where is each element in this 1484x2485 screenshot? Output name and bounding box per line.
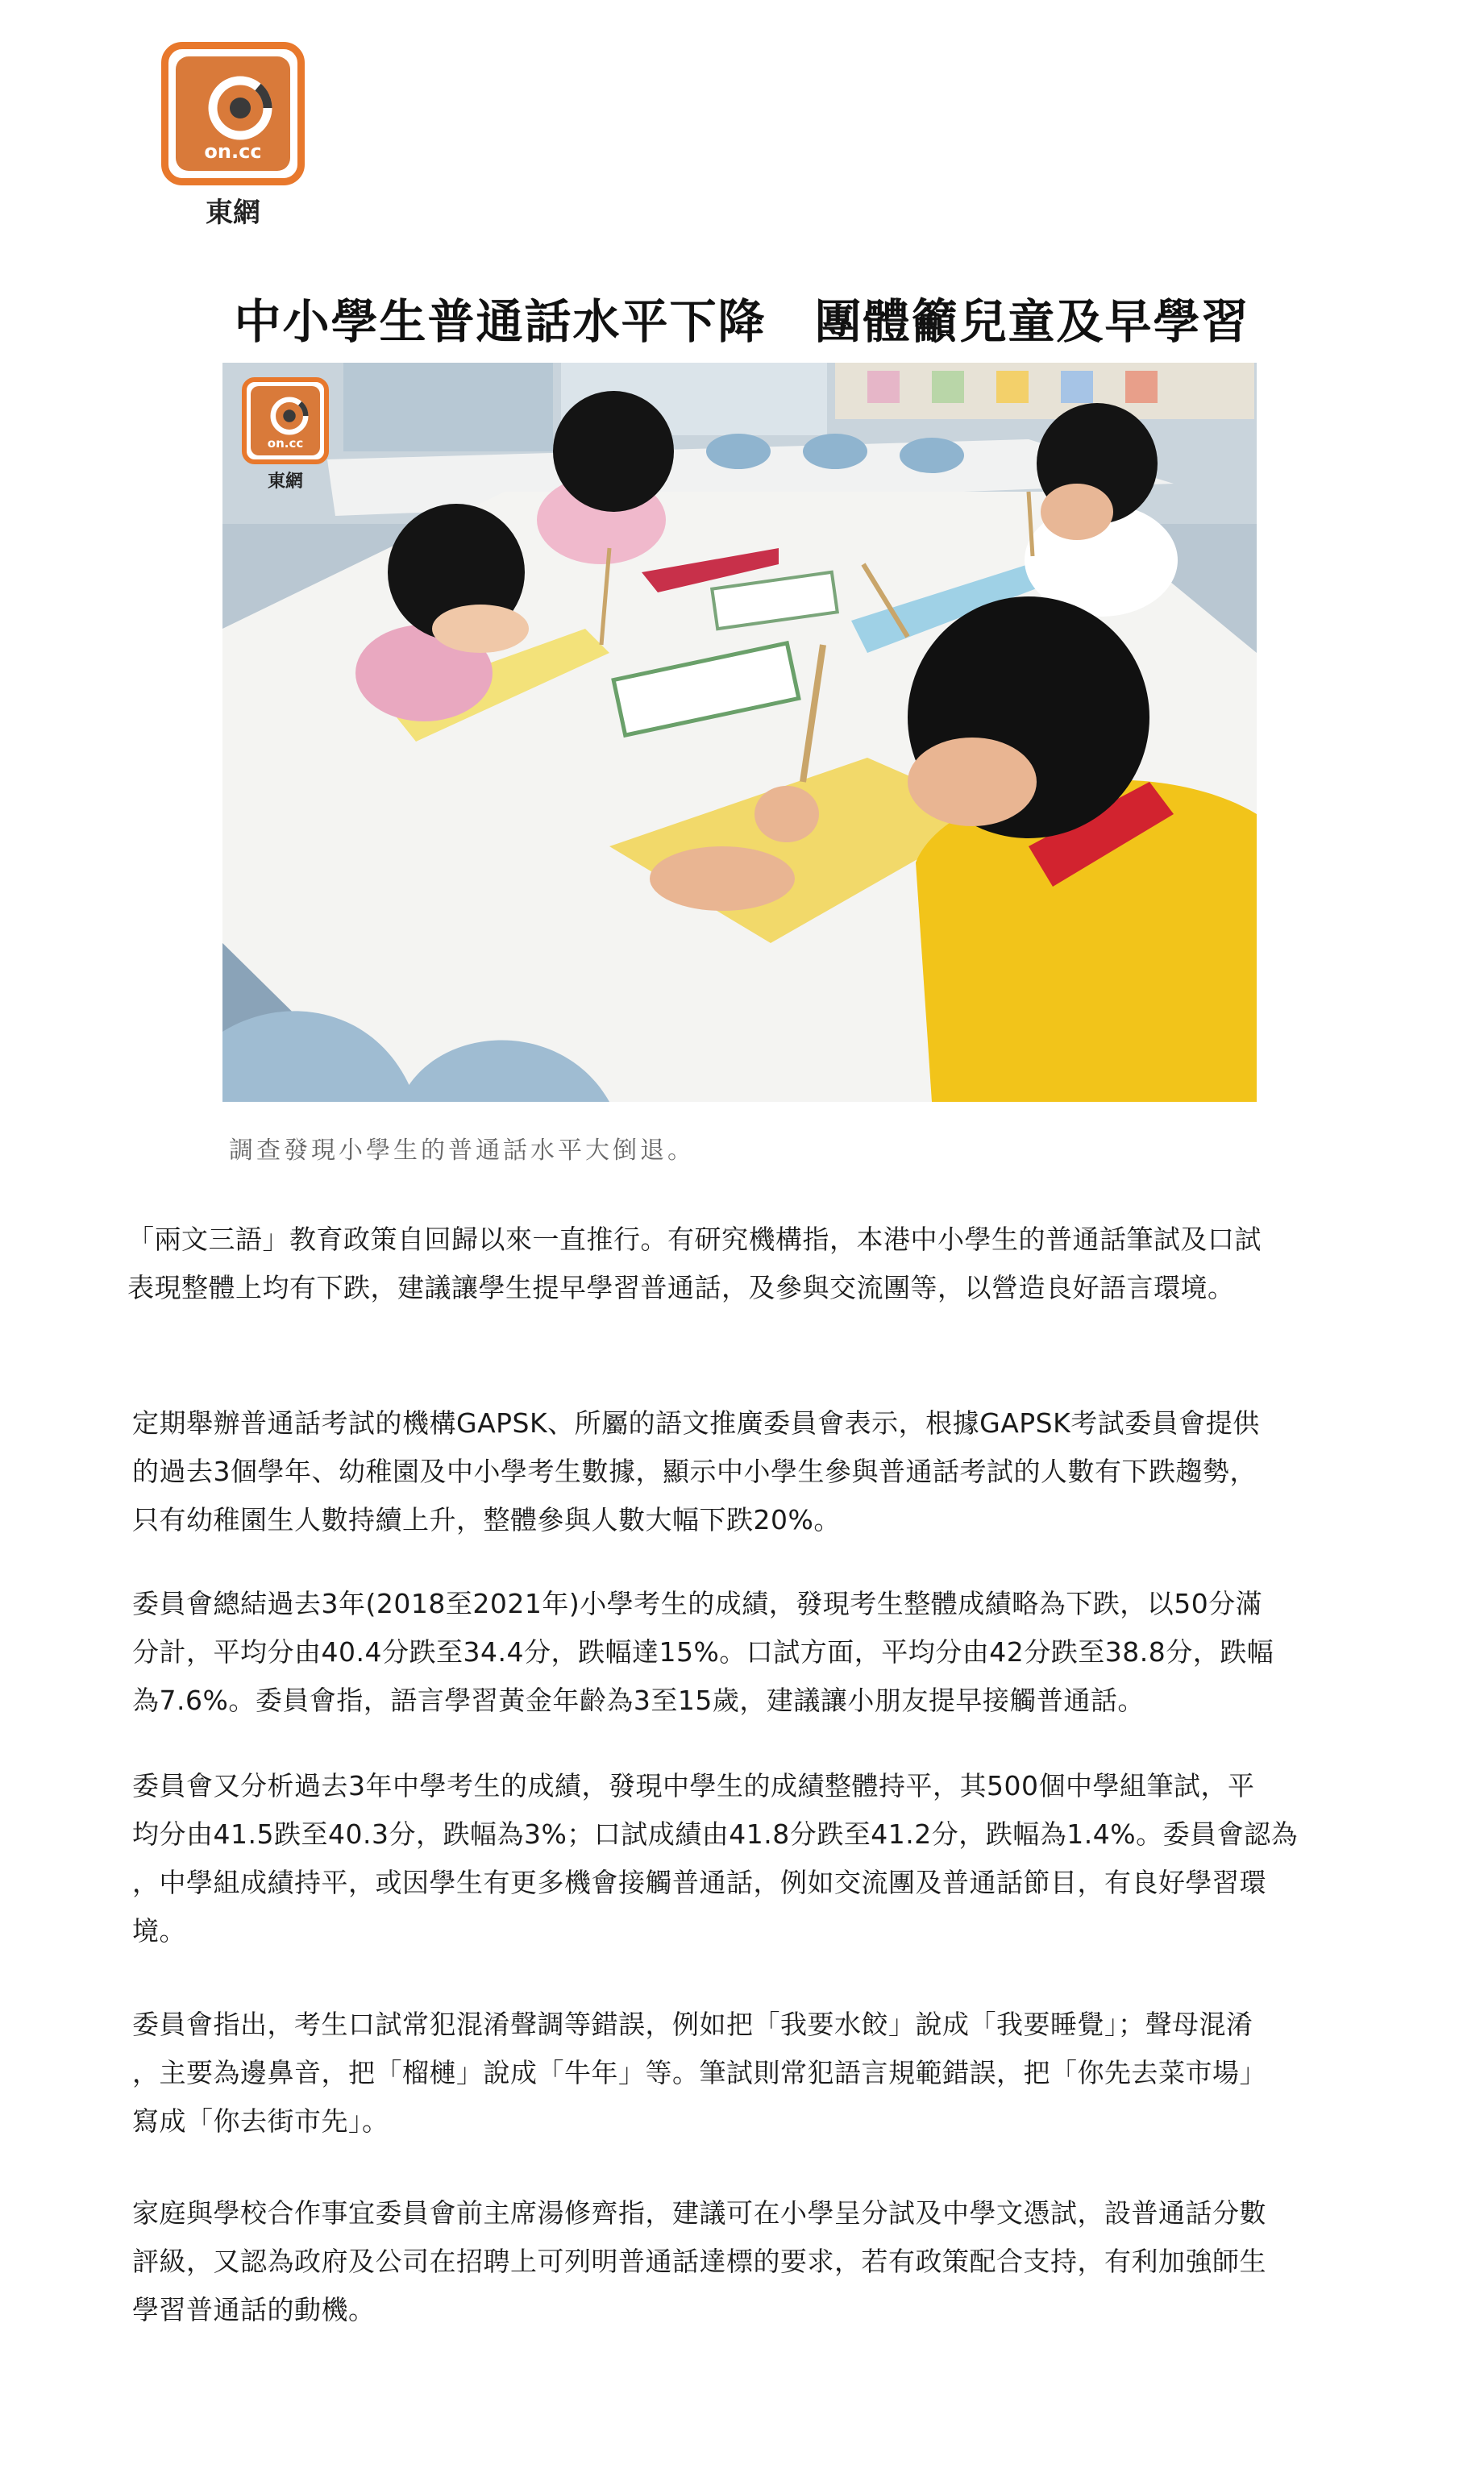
article-paragraph: 定期舉辦普通話考試的機構GAPSK、所屬的語文推廣委員會表示，根據GAPSK考試委員會提供 的過去3個學年、幼稚園及中小學考生數據，顯示中小學生參與普通話考試的人數有下跌趨勢， 只有幼稚園生人數持續上升，整體參與人數大幅下跌20%。 [132, 1407, 1260, 1535]
photo-logo-background [251, 386, 320, 455]
article-paragraph: 委員會指出，考生口試常犯混淆聲調等錯誤，例如把「我要水餃」說成「我要睡覺」；聲母混淆 ，主要為邊鼻音，把「榴槤」說成「牛年」等。筆試則常犯語言規範錯誤，把「你先去菜市場」 寫成「你去街市先」。 [132, 2009, 1266, 2137]
article-paragraph: 「兩文三語」教育政策自回歸以來一直推行。有研究機構指，本港中小學生的普通話筆試及口試 表現整體上均有下跌，建議讓學生提早學習普通話，及參與交流團等，以營造良好語言環境。 [127, 1224, 1262, 1303]
on-cc-logo-icon [269, 396, 310, 436]
article-headline: 中小學生普通話水平下降 團體籲兒童及早學習 [234, 294, 1250, 349]
logo-brand-text: on.cc [204, 140, 262, 163]
classroom-scene [222, 363, 1257, 1102]
on-cc-logo[interactable] [161, 42, 305, 185]
article-paragraph: 家庭與學校合作事宜委員會前主席湯修齊指，建議可在小學呈分試及中學文憑試，設普通話分數 評級，又認為政府及公司在招聘上可列明普通話達標的要求，若有政策配合支持，有利加強師生 學習普通話的動機。 [132, 2197, 1266, 2325]
article-photo [222, 363, 1257, 1102]
logo-background [176, 56, 290, 171]
on-cc-logo-icon [206, 74, 274, 142]
photo-watermark-logo [242, 377, 329, 464]
photo-logo-caption: 東網 [267, 472, 303, 492]
photo-logo-brand-text: on.cc [267, 436, 304, 451]
photo-caption: 調查發現小學生的普通話水平大倒退。 [229, 1137, 695, 1165]
article-paragraph: 委員會總結過去3年(2018至2021年)小學考生的成績，發現考生整體成績略為下跌，以50分滿 分計，平均分由40.4分跌至34.4分，跌幅達15%。口試方面，平均分由42分跌至38.8分，跌幅 為7.6%。委員會指，語言學習黃金年齡為3至15歲，建議讓小朋友提早接觸普通話。 [132, 1588, 1274, 1716]
logo-caption: 東網 [206, 197, 260, 229]
article-paragraph: 委員會又分析過去3年中學考生的成績，發現中學生的成績整體持平，其500個中學組筆試，平 均分由41.5跌至40.3分，跌幅為3%；口試成績由41.8分跌至41.2分，跌幅為1.4%。委員會認為 ，中學組成績持平，或因學生有更多機會接觸普通話，例如交流團及普通話節目，有良好學習環 境。 [132, 1770, 1299, 1947]
